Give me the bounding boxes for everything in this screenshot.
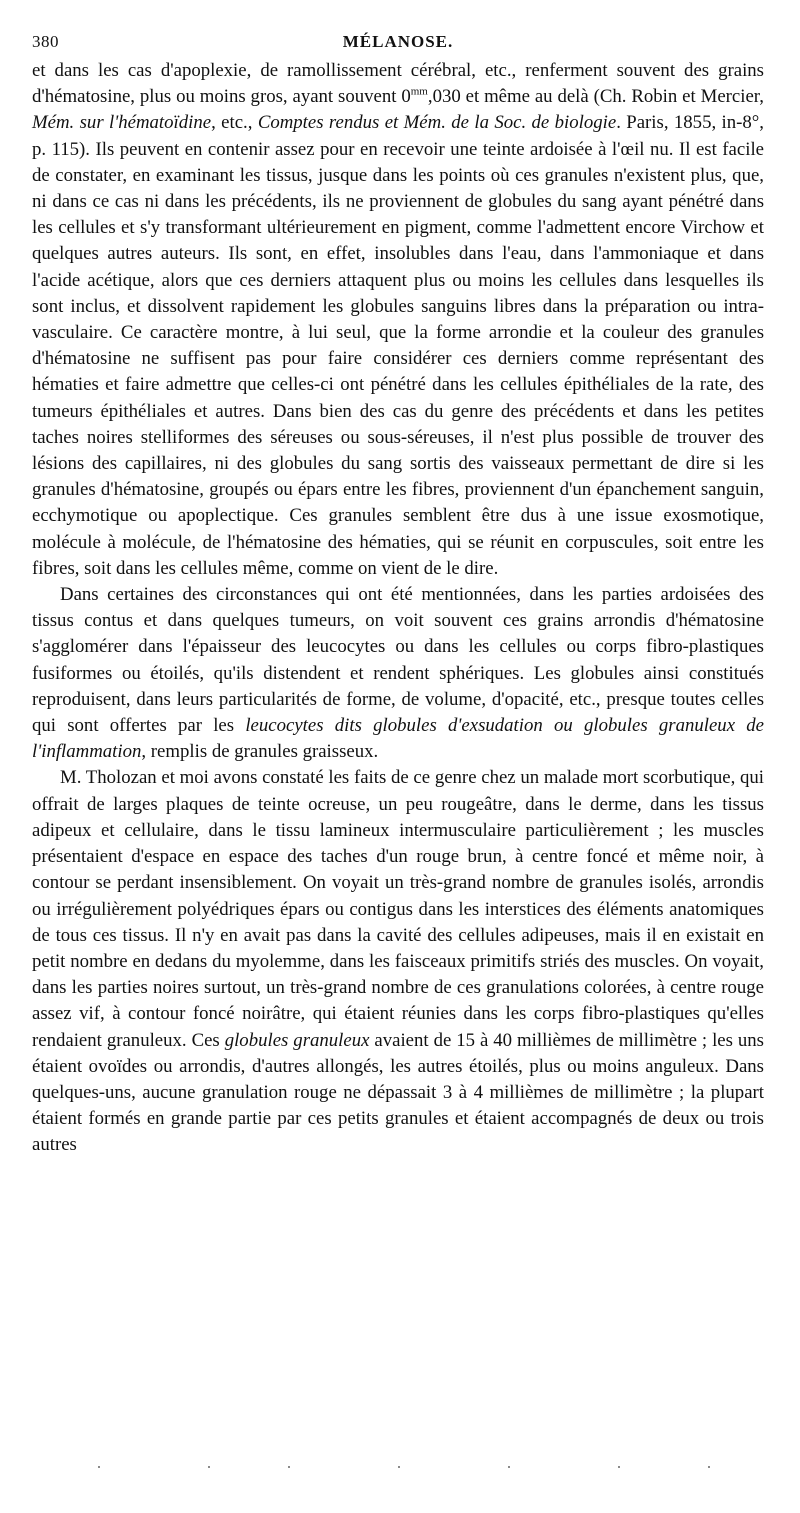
text-run: . Paris, 1855, in-8°, p. 115). Ils peuvent en contenir assez pour en recevoir une teinte ardoisée à l'œil nu. Il est facile de constater, en examinant les tissus, jusque dans les points où ces granules n'existent plus, que, ni dans ce cas ni dans les précédents, ils ne proviennent de globules du sang ayant pénétré dans les cellules et s'y transformant ultérieurement en pigment, comme l'admettent encore Virchow et quelques autres auteurs. Ils sont, en effet, insolubles dans l'eau, dans l'ammoniaque et dans l'acide acétique, alors que ces derniers attaquent plus ou moins les cellules dans lesquelles ils sont inclus, et dissolvent rapidement les globules sanguins libres dans la préparation ou intra-vasculaire. Ce caractère montre, à lui seul, que la forme arrondie et la couleur des granules d'hématosine ne suffisent pas pour faire considérer ces derniers comme représentant des hématies et faire admettre que celles-ci ont pénétré dans les cellules épithéliales de la rate, des tumeurs épithéliales et autres. Dans bien des cas du genre des précédents et dans les petites taches noires stelliformes des séreuses ou sous-séreuses, il n'est plus possible de trouver des lésions des capillaires, ni des globules du sang sortis des vaisseaux permettant de dire si les granules d'hématosine, groupés ou épars entre les fibres, proviennent d'un épanchement sanguin, ecchymotique ou apoplectique. Ces granules semblent être dus à une issue exosmotique, molécule à molécule, de l'hématosine des hématies, qui se réunit en corpuscules, soit entre les fibres, soit dans les cellules même, comme on vient de le dire.	[32, 112, 764, 579]
text-run: M. Tholozan et moi avons constaté les faits de ce genre chez un malade mort scorbutique, qui offrait de larges plaques de teinte ocreuse, un peu rougeâtre, dans le derme, dans les tissus adipeux et cellulaire, dans le tissu lamineux intermusculaire particulièrement ; les muscles présentaient d'espace en espace des taches d'un rouge brun, à centre foncé et même noir, à contour se perdant insensiblement. On voyait un très-grand nombre de granules isolés, arrondis ou irrégulièrement polyédriques épars ou contigus dans les interstices des éléments anatomiques de tous ces tissus. Il n'y en avait pas dans la cavité des cellules adipeuses, mais il en existait en petit nombre en dedans du myolemme, dans les faisceaux primitifs striés des muscles. On voyait, dans les parties noires surtout, un très-grand nombre de ces granulations colorées, à centre rouge assez vif, à contour foncé noirâtre, qui étaient réunies dans les corps fibro-plastiques qu'elles rendaient granuleux. Ces	[32, 767, 764, 1051]
scan-specks	[90, 1466, 730, 1476]
scan-speck	[708, 1466, 710, 1468]
scan-speck	[288, 1466, 290, 1468]
text-run: et dans les cas d'apoplexie, de ramollissement cérébral, etc., renferment souvent des grains d'hématosine, plus ou moins gros, ayant souvent 0	[32, 60, 764, 108]
document-page	[32, 32, 764, 1159]
text-run: Dans certaines des circonstances qui ont été mentionnées, dans les parties ardoisées des tissus contus et dans quelques tumeurs, on voit souvent ces grains arrondis d'hématosine s'agglomérer dans l'épaisseur des leucocytes ou dans les cellules ou corps fibro-plastiques fusiformes ou étoilés, qu'ils distendent et rendent sphériques. Les globules ainsi constitués reproduisent, dans leurs particularités de forme, de volume, d'opacité, etc., presque toutes celles qui sont offertes par les	[32, 584, 764, 737]
scan-speck	[398, 1466, 400, 1468]
running-title: MÉLANOSE.	[342, 32, 454, 51]
text-run: avaient de 15 à 40 millièmes de millimètre ; les uns étaient ovoïdes ou arrondis, d'autres allongés, les autres étoilés, plus ou moins anguleux. Dans quelques-uns, aucune granulation rouge ne dépassait 3 à 4 millièmes de millimètre ; la plupart étaient formés en grande partie par ces petits granules et étaient accompagnés de deux ou trois autres	[32, 1029, 764, 1156]
italic-citation-title: Comptes rendus et Mém. de la Soc. de biologie	[257, 112, 617, 134]
text-run: , remplis de granules graisseux.	[141, 741, 379, 763]
scan-speck	[618, 1466, 620, 1468]
italic-term: globules granuleux	[224, 1029, 370, 1051]
italic-citation-title: Mém. sur l'hématoïdine	[32, 112, 212, 134]
paragraph-3	[32, 765, 764, 1158]
body-text	[32, 58, 764, 1159]
scan-speck	[508, 1466, 510, 1468]
text-run: , etc.,	[211, 112, 258, 134]
page-header	[32, 32, 764, 58]
scan-speck	[98, 1466, 100, 1468]
italic-term: leucocytes dits globules d'exsudation ou globules granuleux de l'inflammation	[32, 715, 764, 763]
text-run: ,030 et même au delà (Ch. Robin et Mercier,	[427, 86, 764, 108]
scan-speck	[208, 1466, 210, 1468]
superscript-unit: mm	[410, 85, 428, 98]
page-number: 380	[32, 32, 59, 51]
paragraph-2	[32, 582, 764, 765]
paragraph-1	[32, 58, 764, 582]
